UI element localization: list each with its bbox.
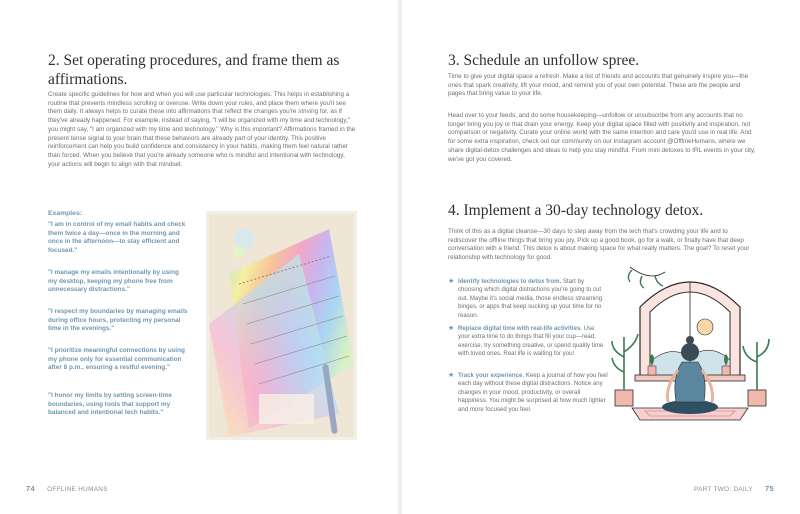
- section-heading-3: 3. Schedule an unfollow spree.: [448, 52, 640, 69]
- right-running-title: PART TWO: DAILY: [694, 486, 753, 493]
- bullet-heading: Identify technologies to detox from.: [458, 278, 562, 285]
- notebook-rainbow-photo: [206, 211, 357, 440]
- example-affirmation-4: "I prioritize meaningful connections by using my phone only for essential communication after 8 p.m., ensuring a restful evening.": [48, 347, 185, 372]
- examples-title: Examples:: [48, 210, 83, 217]
- left-footer: [26, 484, 108, 493]
- section-4-paragraph: Think of this as a digital cleanse—30 days to step away from the tech that's crowding your life and to rediscover the offline things that bring you joy. Pick up a good book, go for a walk, or finally have that deep conversation with a friend. This detox is about making space for what really matters. The goal? To reset your relationship with technology for good.: [448, 228, 750, 262]
- example-affirmation-5: "I honor my limits by setting screen-time boundaries, using tools that support my balanced and intentional tech habits.": [48, 392, 172, 417]
- star-icon: ★: [448, 325, 455, 332]
- left-running-title: OFFLINE HUMANS: [47, 486, 108, 493]
- section-3-paragraph-2: Head over to your feeds, and do some housekeeping—unfollow or unsubscribe from any accounts that no longer bring you joy or that drain your energy. Keep your digital space filled with positivity and inspiration, not comparison or negativity. Curate your online world with the same intention and care you'd use in real life. And for some extra inspiration, check out our community on our Instagram account @OfflineHumans, where we share digital-detox challenges and ideas to help you stay mindful. From mini detoxes to IRL events in your city, we've got you covered.: [448, 112, 756, 163]
- bullet-heading: Track your experience.: [458, 372, 525, 379]
- notebook-photo-art: [209, 214, 354, 437]
- example-affirmation-1: "I am in control of my email habits and check them twice a day—once in the morning and once in the afternoon—to stay efficient and focused.": [48, 221, 186, 254]
- right-page: [400, 0, 800, 514]
- section-2-paragraph: Create specific guidelines for how and when you will use particular technologies. This helps in establishing a routine that prevents mindless scrolling or overuse. Write down your rules, and place them where you'll see them daily. It always helps to curate these into affirmations that reflect the changes you're striving for, as if they've already happened. For example, instead of saying, "I will be organized with my time and technology," you might say, "I am organized with my time and technology." Why is this important? Affirmations framed in the present tense signal to your brain that these behaviors are already part of your identity. This positive reinforcement can help you build confidence and consistency in your habits, making them feel natural rather than forced. When you believe that you're already someone who is mindful and intentional with technology, your actions will begin to align with that mindset.: [48, 91, 356, 168]
- example-affirmation-3: "I respect my boundaries by managing emails during office hours, protecting my personal time in the evenings.": [48, 308, 188, 333]
- bullet-text: Keep a journal of how you feel each day without these digital distractions. Notice any changes in your mood, productivity, or overall happiness. You might be surprised at how much lighter and more focused you feel.: [458, 372, 608, 413]
- right-footer: [694, 484, 774, 493]
- left-page-number: 74: [26, 484, 35, 493]
- right-page-number: 75: [765, 484, 774, 493]
- bullet-heading: Replace digital time with real-life activities.: [458, 325, 582, 332]
- bullet-text: Start by choosing which digital distractions you're going to cut out. Maybe it's social media, those endless streaming binges, or apps that keep sucking up your time for no reason.: [458, 278, 603, 319]
- meditation-illustration: [610, 262, 770, 432]
- section-heading-4: 4. Implement a 30-day technology detox.: [448, 202, 704, 219]
- star-icon: ★: [448, 372, 455, 379]
- star-icon: ★: [448, 278, 455, 285]
- bullet-text: Use your extra time to do things that fill your cup—read, exercise, try something creative, or spend quality time with loved ones. Real life is waiting for you!: [458, 325, 604, 358]
- example-affirmation-2: "I manage my emails intentionally by using my desktop, keeping my phone free from unnecessary distractions.": [48, 269, 179, 294]
- section-heading-2: 2. Set operating procedures, and frame them as affirmations.: [48, 52, 340, 88]
- section-3-paragraph-1: Time to give your digital space a refresh. Make a list of friends and accounts that genuinely inspire you—the ones that spark creativity, lift your mood, and remind you of your own potential. These are the people and pages that bring value to your life.: [448, 73, 749, 98]
